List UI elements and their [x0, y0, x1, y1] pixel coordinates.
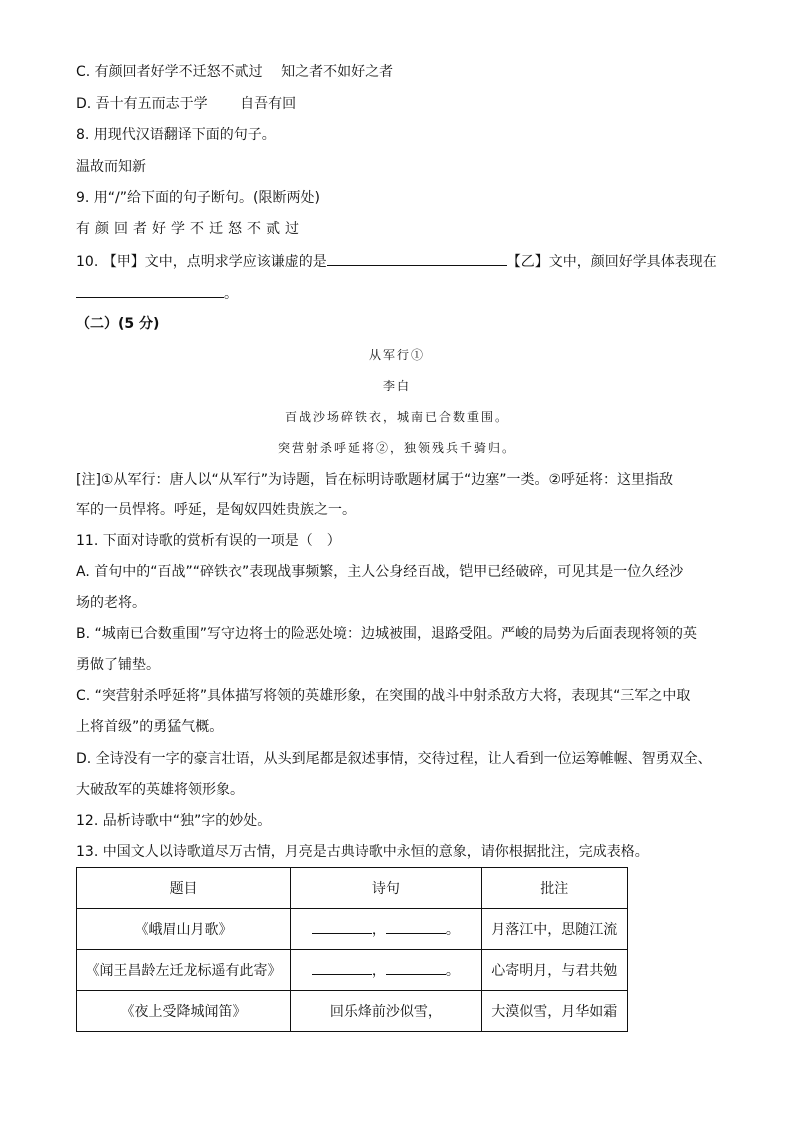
row-2-note: 心寄明月，与君共勉	[481, 950, 627, 991]
row-1-title: 《峨眉山月歌》	[77, 909, 291, 950]
q10-blank-2[interactable]	[76, 283, 224, 298]
header-note: 批注	[481, 868, 627, 909]
question-9: 9. 用“/”给下面的句子断句。(限断两处)	[76, 190, 320, 206]
row-1-end: 。	[445, 922, 460, 938]
row-1-blank-a[interactable]	[312, 921, 372, 934]
poem-title: 从军行①	[368, 348, 425, 362]
q11-option-d-2: 大破敌军的英雄将领形象。	[76, 782, 244, 798]
q11-option-a-1: A. 首句中的“百战”“碎铁衣”表现战事频繁，主人公身经百战，铠甲已经破碎，可见其是一位久经沙	[76, 564, 684, 580]
poem-line-2: 突营射杀呼延将②，独领残兵千骑归。	[277, 441, 516, 455]
q10-end: 。	[224, 286, 238, 302]
table-row	[77, 909, 628, 950]
line-option-d: D. 吾十有五而志于学 自吾有回	[76, 96, 297, 112]
row-2-blank-b[interactable]	[386, 962, 446, 975]
note-line-2: 军的一员悍将。呼延，是匈奴四姓贵族之一。	[76, 502, 356, 518]
row-1-verse	[291, 909, 481, 950]
q10-blank-1[interactable]	[327, 251, 507, 266]
row-2-sep: ，	[371, 963, 386, 979]
question-8: 8. 用现代汉语翻译下面的句子。	[76, 127, 276, 143]
row-1-note: 月落江中，思随江流	[481, 909, 627, 950]
q11-option-b-2: 勇做了铺垫。	[76, 657, 160, 673]
section-2-heading: （二）(5 分)	[76, 316, 160, 332]
q10-line-2	[76, 283, 238, 304]
q11-option-c-2: 上将首级”的勇猛气概。	[76, 719, 224, 735]
line-option-c: C. 有颜回者好学不迁怒不贰过 知之者不如好之者	[76, 64, 394, 80]
row-3-title: 《夜上受降城闻笛》	[77, 991, 291, 1032]
header-verse: 诗句	[291, 868, 481, 909]
row-2-title: 《闻王昌龄左迁龙标遥有此寄》	[77, 950, 291, 991]
q11-option-c-1: C. “突营射杀呼延将”具体描写将领的英雄形象，在突围的战斗中射杀敌方大将，表现其“三军之中取	[76, 688, 691, 704]
note-line-1: [注]①从军行：唐人以“从军行”为诗题，旨在标明诗歌题材属于“边塞”一类。②呼延将：这里指敌	[76, 472, 674, 488]
table-header-row	[77, 868, 628, 909]
row-1-sep: ，	[371, 922, 386, 938]
q11-option-b-1: B. “城南已合数重围”写守边将士的险恶处境：边城被围，退路受阻。严峻的局势为后面表现将领的英	[76, 626, 698, 642]
table-row	[77, 991, 628, 1032]
question-11: 11. 下面对诗歌的赏析有误的一项是（ ）	[76, 533, 341, 549]
row-3-verse: 回乐烽前沙似雪，	[291, 991, 481, 1032]
q11-option-d-1: D. 全诗没有一字的豪言壮语，从头到尾都是叙述事情，交待过程，让人看到一位运筹帷幄、智勇双全、	[76, 751, 712, 767]
q10-text-b: 【乙】文中，颜回好学具体表现在	[506, 254, 717, 270]
row-2-end: 。	[445, 963, 460, 979]
q11-option-a-2: 场的老将。	[76, 595, 146, 611]
row-2-verse	[291, 950, 481, 991]
moon-poems-table	[76, 867, 628, 1032]
row-2-blank-a[interactable]	[312, 962, 372, 975]
row-3-note: 大漠似雪，月华如霜	[481, 991, 627, 1032]
question-13: 13. 中国文人以诗歌道尽万古情，月亮是古典诗歌中永恒的意象，请你根据批注，完成表格。	[76, 844, 649, 860]
poem-line-1: 百战沙场碎铁衣，城南已合数重围。	[284, 410, 509, 424]
question-10	[76, 251, 717, 272]
q8-sentence: 温故而知新	[76, 159, 146, 175]
header-title: 题目	[77, 868, 291, 909]
row-1-blank-b[interactable]	[386, 921, 446, 934]
table-row	[77, 950, 628, 991]
question-12: 12. 品析诗歌中“独”字的妙处。	[76, 813, 272, 829]
q10-text-a: 10. 【甲】文中，点明求学应该谦虚的是	[76, 254, 327, 270]
poem-author: 李白	[382, 379, 411, 393]
q9-sentence: 有颜回者好学不迁怒不贰过	[76, 221, 304, 237]
